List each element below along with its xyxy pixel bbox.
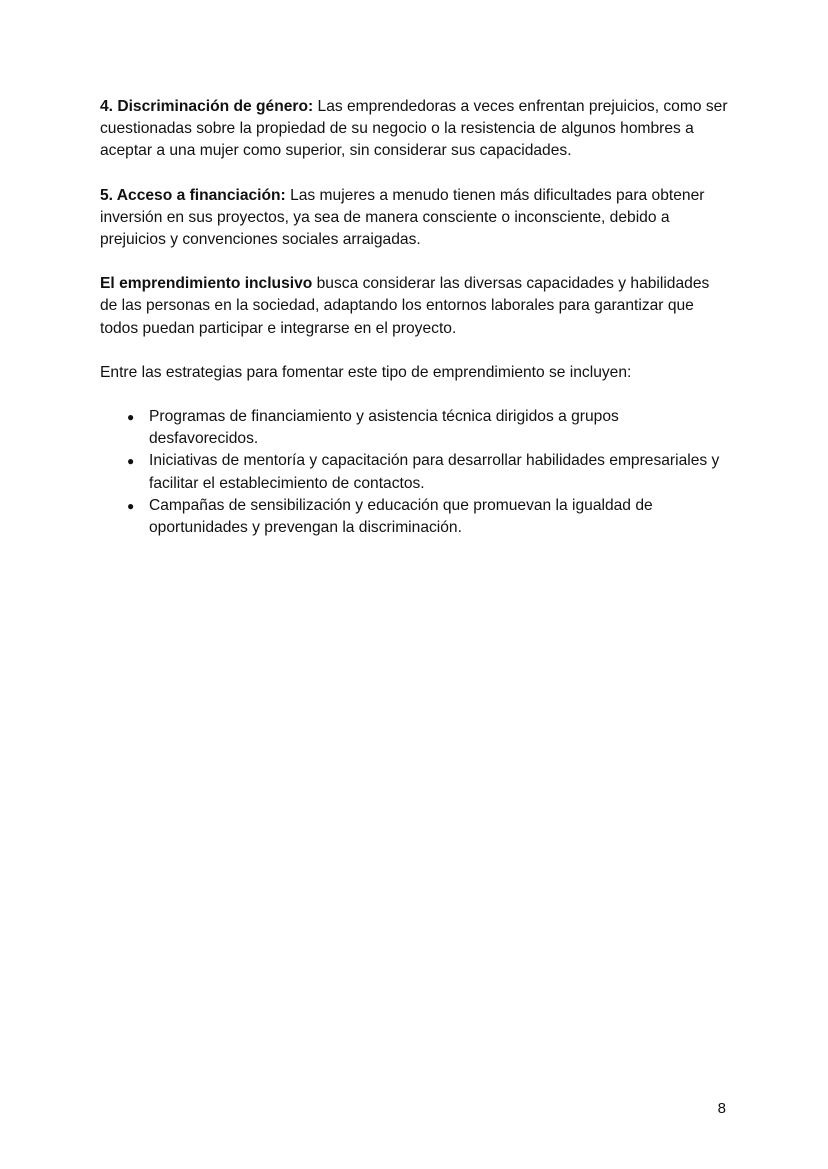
list-item-text: Programas de financiamiento y asistencia técnica dirigidos a grupos desfavorecidos. <box>149 408 619 448</box>
strategies-list <box>100 406 728 539</box>
paragraph-heading: 4. Discriminación de género: <box>100 98 314 115</box>
paragraph-heading: El emprendimiento inclusivo <box>100 275 313 293</box>
list-item-text: Iniciativas de mentoría y capacitación para desarrollar habilidades empresariales y facilitar el establecimiento de contactos. <box>149 452 720 492</box>
bullet-icon: ● <box>127 410 135 425</box>
paragraph-heading: 5. Acceso a financiación: <box>100 186 286 204</box>
bullet-icon: ● <box>127 498 135 513</box>
bullet-icon: ● <box>127 454 135 469</box>
page-content <box>100 96 728 539</box>
paragraph-strategies-intro <box>100 362 728 384</box>
paragraph-financing-access <box>100 185 728 252</box>
paragraph-text: Entre las estrategias para fomentar este tipo de emprendimiento se incluyen: <box>100 363 632 381</box>
list-item-text: Campañas de sensibilización y educación que promuevan la igualdad de oportunidades y prevengan la discriminación. <box>149 496 653 537</box>
paragraph-gender-discrimination <box>100 96 728 163</box>
page-number: 8 <box>717 1100 726 1117</box>
list-item <box>100 495 728 539</box>
list-item <box>100 450 728 494</box>
paragraph-inclusive-entrepreneurship <box>100 273 728 340</box>
paragraph-text: busca considerar las diversas capacidades y habilidades de las personas en la sociedad, adaptando los entornos laborales para garantizar que todos puedan participar e integrarse en el proyecto. <box>100 275 710 337</box>
paragraph-text: Las mujeres a menudo tienen más dificultades para obtener inversión en sus proyectos, ya sea de manera consciente o inconsciente, debido a prejuicios y convenciones sociales arraigadas. <box>100 186 705 249</box>
paragraph-text: Las emprendedoras a veces enfrentan prejuicios, como ser cuestionadas sobre la propiedad de su negocio o la resistencia de algunos hombres a aceptar a una mujer como superior, sin considerar sus capacidades. <box>100 98 728 160</box>
list-item <box>100 406 728 450</box>
